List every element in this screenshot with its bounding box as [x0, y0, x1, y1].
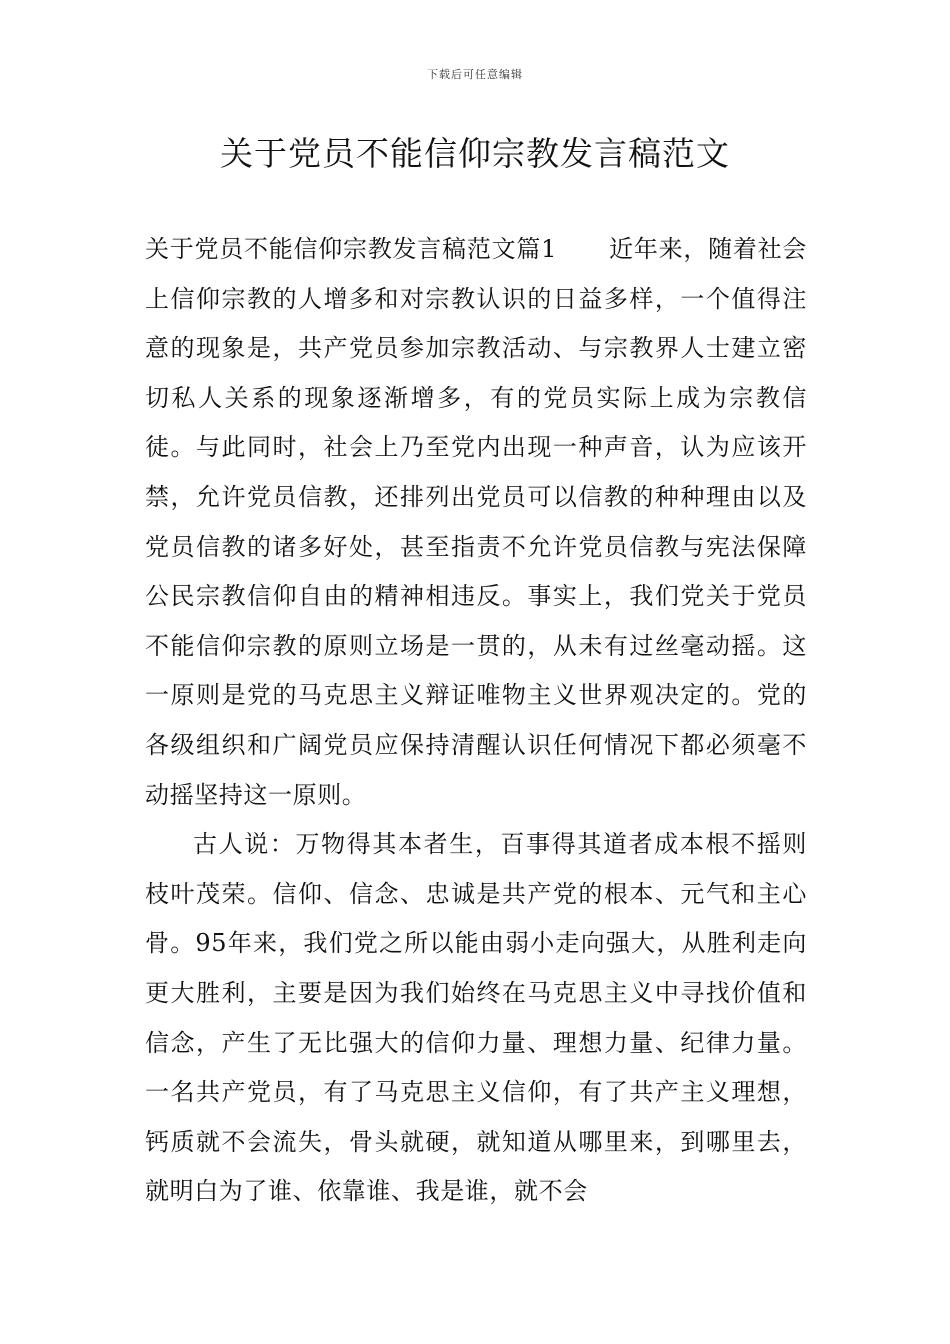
- section-heading: 关于党员不能信仰宗教发言稿范文篇1: [145, 235, 557, 263]
- paragraph-1-text: 近年来，随着社会上信仰宗教的人增多和对宗教认识的日益多样，一个值得注意的现象是，共产党员参加宗教活动、与宗教界人士建立密切私人关系的现象逐渐增多，有的党员实际上成为宗教信徒。与此同时，社会上乃至党内出现一种声音，认为应该开禁，允许党员信教，还排列出党员可以信教的种种理由以及党员信教的诸多好处，甚至指责不允许党员信教与宪法保障公民宗教信仰自由的精神相违反。事实上，我们党关于党员不能信仰宗教的原则立场是一贯的，从未有过丝毫动摇。这一原则是党的马克思主义辩证唯物主义世界观决定的。党的各级组织和广阔党员应保持清醒认识任何情况下都必须毫不动摇坚持这一原则。: [145, 235, 807, 809]
- paragraph-2: 古人说：万物得其本者生，百事得其道者成本根不摇则枝叶茂荣。信仰、信念、忠诚是共产党的根本、元气和主心骨。95年来，我们党之所以能由弱小走向强大，从胜利走向更大胜利，主要是因为我们始终在马克思主义中寻找价值和信念，产生了无比强大的信仰力量、理想力量、纪律力量。一名共产党员，有了马克思主义信仰，有了共产主义理想，钙质就不会流失，骨头就硬，就知道从哪里来，到哪里去，就明白为了谁、依靠谁、我是谁，就不会: [145, 830, 807, 1206]
- document-body: [145, 225, 807, 1217]
- paragraph-1: [145, 225, 807, 820]
- document-title: 关于党员不能信仰宗教发言稿范文: [220, 134, 730, 173]
- header-note: 下载后可任意编辑: [427, 68, 523, 81]
